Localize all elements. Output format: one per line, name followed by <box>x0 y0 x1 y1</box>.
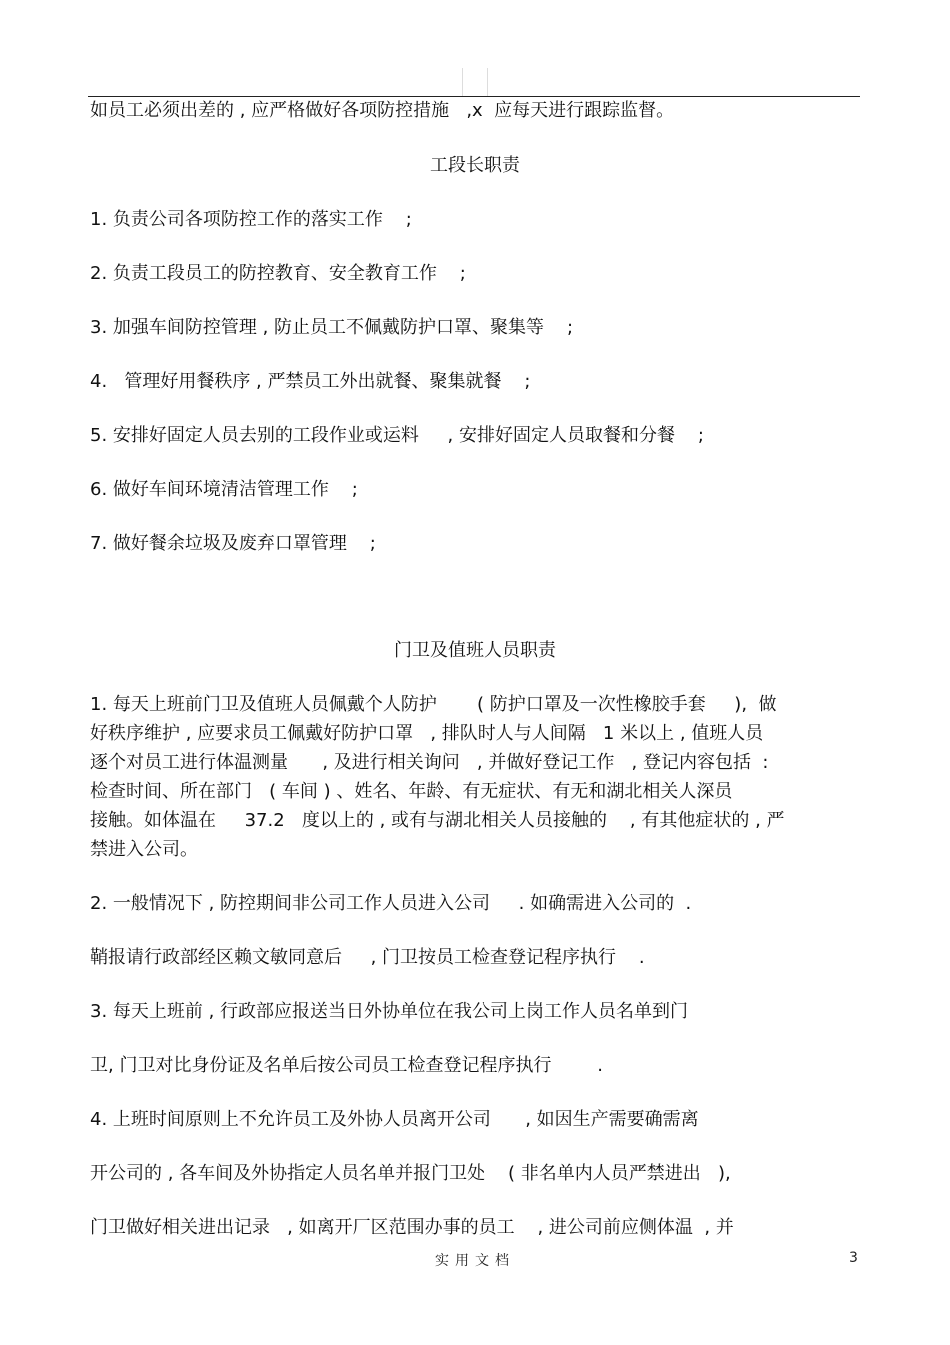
paragraph-line: 卫, 门卫对比身份证及名单后按公司员工检查登记程序执行 . <box>90 1055 603 1076</box>
header-mark <box>487 68 488 96</box>
list-item: 7. 做好餐余垃圾及废弃口罩管理 ; <box>90 533 376 554</box>
paragraph-line: 检查时间、所在部门 ( 车间 ) 、姓名、年龄、有无症状、有无和湖北相关人深员 <box>90 781 733 802</box>
intro-text: 如员工必须出差的 , 应严格做好各项防控措施 ,x 应每天进行跟踪监督。 <box>90 100 675 121</box>
paragraph-line: 好秩序维护 , 应要求员工佩戴好防护口罩 , 排队时人与人间隔 1 米以上 , 值班人员 <box>90 723 764 744</box>
paragraph-line: 开公司的 , 各车间及外协指定人员名单并报门卫处 ( 非名单内人员严禁进出 ), <box>90 1163 731 1184</box>
section-title: 门卫及值班人员职责 <box>394 640 556 661</box>
paragraph-line: 4. 上班时间原则上不允许员工及外协人员离开公司 , 如因生产需要确需离 <box>90 1109 699 1130</box>
footer-label: 实用文档 <box>435 1253 515 1269</box>
paragraph-line: 禁进入公司。 <box>90 839 198 860</box>
paragraph-line: 2. 一般情况下 , 防控期间非公司工作人员进入公司 . 如确需进入公司的 . <box>90 893 692 914</box>
header-mark <box>462 68 463 96</box>
paragraph-line: 逐个对员工进行体温测量 , 及进行相关询问 , 并做好登记工作 , 登记内容包括 : <box>90 752 769 773</box>
list-item: 2. 负责工段员工的防控教育、安全教育工作 ; <box>90 263 466 284</box>
paragraph-line: 接触。如体温在 37.2 度以上的 , 或有与湖北相关人员接触的 , 有其他症状的 , 严 <box>90 810 785 831</box>
page-number: 3 <box>849 1250 858 1266</box>
paragraph-line: 3. 每天上班前 , 行政部应报送当日外协单位在我公司上岗工作人员名单到门 <box>90 1001 689 1022</box>
paragraph-line: 门卫做好相关进出记录 , 如离开厂区范围办事的员工 , 进公司前应侧体温 , 并 <box>90 1217 734 1238</box>
list-item: 1. 负责公司各项防控工作的落实工作 ; <box>90 209 412 230</box>
list-item: 4. 管理好用餐秩序 , 严禁员工外出就餐、聚集就餐 ; <box>90 371 531 392</box>
paragraph-line: 1. 每天上班前门卫及值班人员佩戴个人防护 ( 防护口罩及一次性橡胶手套 ), 做 <box>90 694 777 715</box>
header-rule <box>88 96 860 97</box>
list-item: 6. 做好车间环境清洁管理工作 ; <box>90 479 358 500</box>
list-item: 5. 安排好固定人员去别的工段作业或运料 , 安排好固定人员取餐和分餐 ; <box>90 425 704 446</box>
paragraph-line: 鞘报请行政部经区赖文敏同意后 , 门卫按员工检查登记程序执行 . <box>90 947 645 968</box>
section-title: 工段长职责 <box>430 155 520 176</box>
list-item: 3. 加强车间防控管理 , 防止员工不佩戴防护口罩、聚集等 ; <box>90 317 574 338</box>
